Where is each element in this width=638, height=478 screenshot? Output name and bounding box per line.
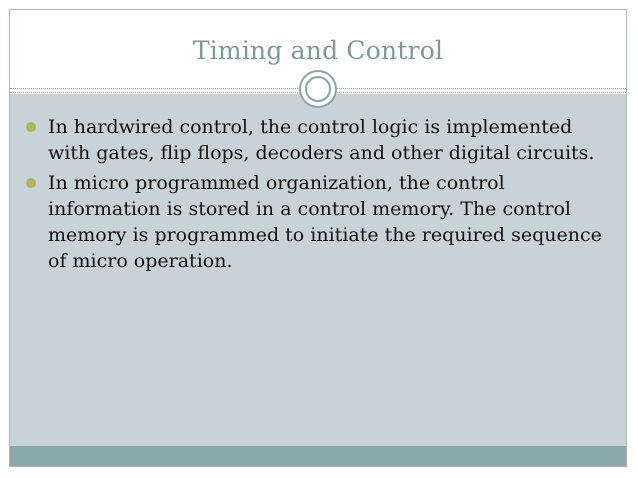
bottom-bar [10,446,626,466]
slide-title: Timing and Control [192,36,444,65]
divider-ornament-inner [305,76,331,102]
divider-ornament-icon [299,70,337,108]
bullet-text: In hardwired control, the control logic is implemented with gates, flip flops, decoders and other digital circuits. [48,116,595,164]
bullet-dot-icon [26,178,36,188]
bullet-list [24,114,614,278]
bullet-dot-icon [26,122,36,132]
slide-frame [9,9,627,467]
bullet-item-microprogrammed [24,170,614,274]
bullet-text: In micro programmed organization, the control information is stored in a control memory. The control memory is programmed to initiate the required sequence of micro operation. [48,172,602,272]
bullet-item-hardwired [24,114,614,166]
